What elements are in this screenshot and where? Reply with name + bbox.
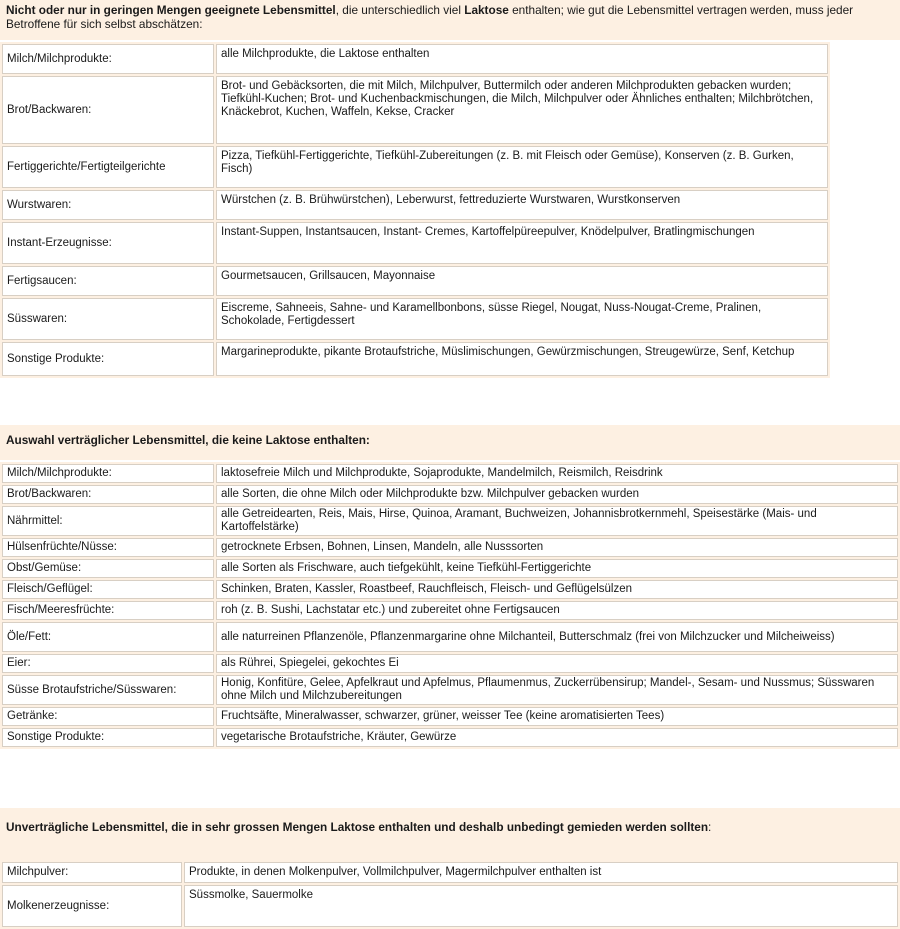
items-cell: Würstchen (z. B. Brühwürstchen), Leberwurst, fettreduzierte Wurstwaren, Wurstkonserven: [216, 190, 828, 220]
category-cell: Fisch/Meeresfrüchte:: [2, 601, 214, 620]
category-cell: Wurstwaren:: [2, 190, 214, 220]
items-cell: vegetarische Brotaufstriche, Kräuter, Gewürze: [216, 728, 898, 747]
category-cell: Obst/Gemüse:: [2, 559, 214, 578]
items-cell: getrocknete Erbsen, Bohnen, Linsen, Mandeln, alle Nusssorten: [216, 538, 898, 557]
table-row: [2, 222, 828, 264]
table-row: [2, 601, 898, 620]
table-row: [2, 44, 828, 74]
table-tolerable-foods: [0, 462, 900, 749]
category-cell: Sonstige Produkte:: [2, 728, 214, 747]
category-cell: Fertigsaucen:: [2, 266, 214, 296]
table-row: [2, 298, 828, 340]
category-cell: Sonstige Produkte:: [2, 342, 214, 376]
items-cell: laktosefreie Milch und Milchprodukte, Sojaprodukte, Mandelmilch, Reismilch, Reisdrink: [216, 464, 898, 483]
table-row: [2, 675, 898, 705]
category-cell: Eier:: [2, 654, 214, 673]
items-cell: alle Milchprodukte, die Laktose enthalten: [216, 44, 828, 74]
items-cell: Gourmetsaucen, Grillsaucen, Mayonnaise: [216, 266, 828, 296]
category-cell: Fleisch/Geflügel:: [2, 580, 214, 599]
section-1-heading-text: , die unterschiedlich viel: [335, 3, 465, 17]
section-2-heading-text: Auswahl verträglicher Lebensmittel, die keine Laktose enthalten:: [6, 433, 370, 447]
table-row: [2, 266, 828, 296]
table-row: [2, 885, 898, 927]
items-cell: Süssmolke, Sauermolke: [184, 885, 898, 927]
category-cell: Milch/Milchprodukte:: [2, 464, 214, 483]
section-2-heading: [0, 425, 900, 460]
section-1-heading: [0, 0, 900, 40]
items-cell: Eiscreme, Sahneeis, Sahne- und Karamellbonbons, süsse Riegel, Nougat, Nuss-Nougat-Creme, Pralinen, Schokolade, Fertigdessert: [216, 298, 828, 340]
table-row: [2, 506, 898, 536]
table-row: [2, 76, 828, 144]
category-cell: Hülsenfrüchte/Nüsse:: [2, 538, 214, 557]
items-cell: alle Sorten, die ohne Milch oder Milchprodukte bzw. Milchpulver gebacken wurden: [216, 485, 898, 504]
table-row: [2, 728, 898, 747]
table-row: [2, 559, 898, 578]
items-cell: Schinken, Braten, Kassler, Roastbeef, Rauchfleisch, Fleisch- und Geflügelsülzen: [216, 580, 898, 599]
items-cell: Margarineprodukte, pikante Brotaufstriche, Müslimischungen, Gewürzmischungen, Streugewürze, Senf, Ketchup: [216, 342, 828, 376]
table-row: [2, 342, 828, 376]
section-3-heading-colon: :: [708, 820, 712, 834]
table-row: [2, 580, 898, 599]
category-cell: Milchpulver:: [2, 862, 182, 883]
items-cell: Brot- und Gebäcksorten, die mit Milch, Milchpulver, Buttermilch oder anderen Milchprodukten gebacken wurden; Tiefkühl-Kuchen; Brot- und Kuchenbackmischungen, die Milch, Milchpulver oder Ähnliches enthalten; Milchbrötchen, Knäckebrot, Kuchen, Waffeln, Kekse, Cracker: [216, 76, 828, 144]
table-row: [2, 622, 898, 652]
items-cell: Fruchtsäfte, Mineralwasser, schwarzer, grüner, weisser Tee (keine aromatisierten Tees): [216, 707, 898, 726]
category-cell: Süsse Brotaufstriche/Süsswaren:: [2, 675, 214, 705]
items-cell: roh (z. B. Sushi, Lachstatar etc.) und zubereitet ohne Fertigsaucen: [216, 601, 898, 620]
category-cell: Nährmittel:: [2, 506, 214, 536]
category-cell: Milch/Milchprodukte:: [2, 44, 214, 74]
category-cell: Getränke:: [2, 707, 214, 726]
category-cell: Brot/Backwaren:: [2, 485, 214, 504]
table-row: [2, 538, 898, 557]
items-cell: als Rührei, Spiegelei, gekochtes Ei: [216, 654, 898, 673]
section-1-heading-bold: Nicht oder nur in geringen Mengen geeignete Lebensmittel: [6, 3, 336, 17]
table-row: [2, 654, 898, 673]
table-row: [2, 464, 898, 483]
section-3-heading-bold: Unverträgliche Lebensmittel, die in sehr grossen Mengen Laktose enthalten und deshalb unbedingt gemieden werden sollten: [6, 820, 709, 834]
section-1-heading-bold-2: Laktose: [464, 3, 509, 17]
table-row: [2, 146, 828, 188]
section-1-heading-text-2: enthalten; wie gut die Lebensmittel vertragen werden, muss jeder Betroffene für sich selbst abschätzen:: [6, 3, 854, 31]
category-cell: Fertiggerichte/Fertigteilgerichte: [2, 146, 214, 188]
category-cell: Molkenerzeugnisse:: [2, 885, 182, 927]
items-cell: alle naturreinen Pflanzenöle, Pflanzenmargarine ohne Milchanteil, Butterschmalz (frei von Milchzucker und Milcheiweiss): [216, 622, 898, 652]
items-cell: Produkte, in denen Molkenpulver, Vollmilchpulver, Magermilchpulver enthalten ist: [184, 862, 898, 883]
category-cell: Süsswaren:: [2, 298, 214, 340]
table-row: [2, 707, 898, 726]
section-3-heading: [0, 808, 900, 862]
category-cell: Instant-Erzeugnisse:: [2, 222, 214, 264]
items-cell: alle Sorten als Frischware, auch tiefgekühlt, keine Tiefkühl-Fertiggerichte: [216, 559, 898, 578]
items-cell: Honig, Konfitüre, Gelee, Apfelkraut und Apfelmus, Pflaumenmus, Zuckerrübensirup; Mandel-, Sesam- und Nussmus; Süsswaren ohne Milch und Milchzubereitungen: [216, 675, 898, 705]
table-row: [2, 862, 898, 883]
table-unsuitable-foods: [0, 42, 830, 378]
table-row: [2, 485, 898, 504]
category-cell: Brot/Backwaren:: [2, 76, 214, 144]
items-cell: Pizza, Tiefkühl-Fertiggerichte, Tiefkühl-Zubereitungen (z. B. mit Fleisch oder Gemüse), Konserven (z. B. Gurken, Fisch): [216, 146, 828, 188]
items-cell: Instant-Suppen, Instantsaucen, Instant- Cremes, Kartoffelpüreepulver, Knödelpulver, Bratlingmischungen: [216, 222, 828, 264]
table-row: [2, 190, 828, 220]
table-intolerable-foods: [0, 860, 900, 929]
items-cell: alle Getreidearten, Reis, Mais, Hirse, Quinoa, Aramant, Buchweizen, Johannisbrotkernmehl, Speisestärke (Mais- und Kartoffelstärke): [216, 506, 898, 536]
category-cell: Öle/Fett:: [2, 622, 214, 652]
